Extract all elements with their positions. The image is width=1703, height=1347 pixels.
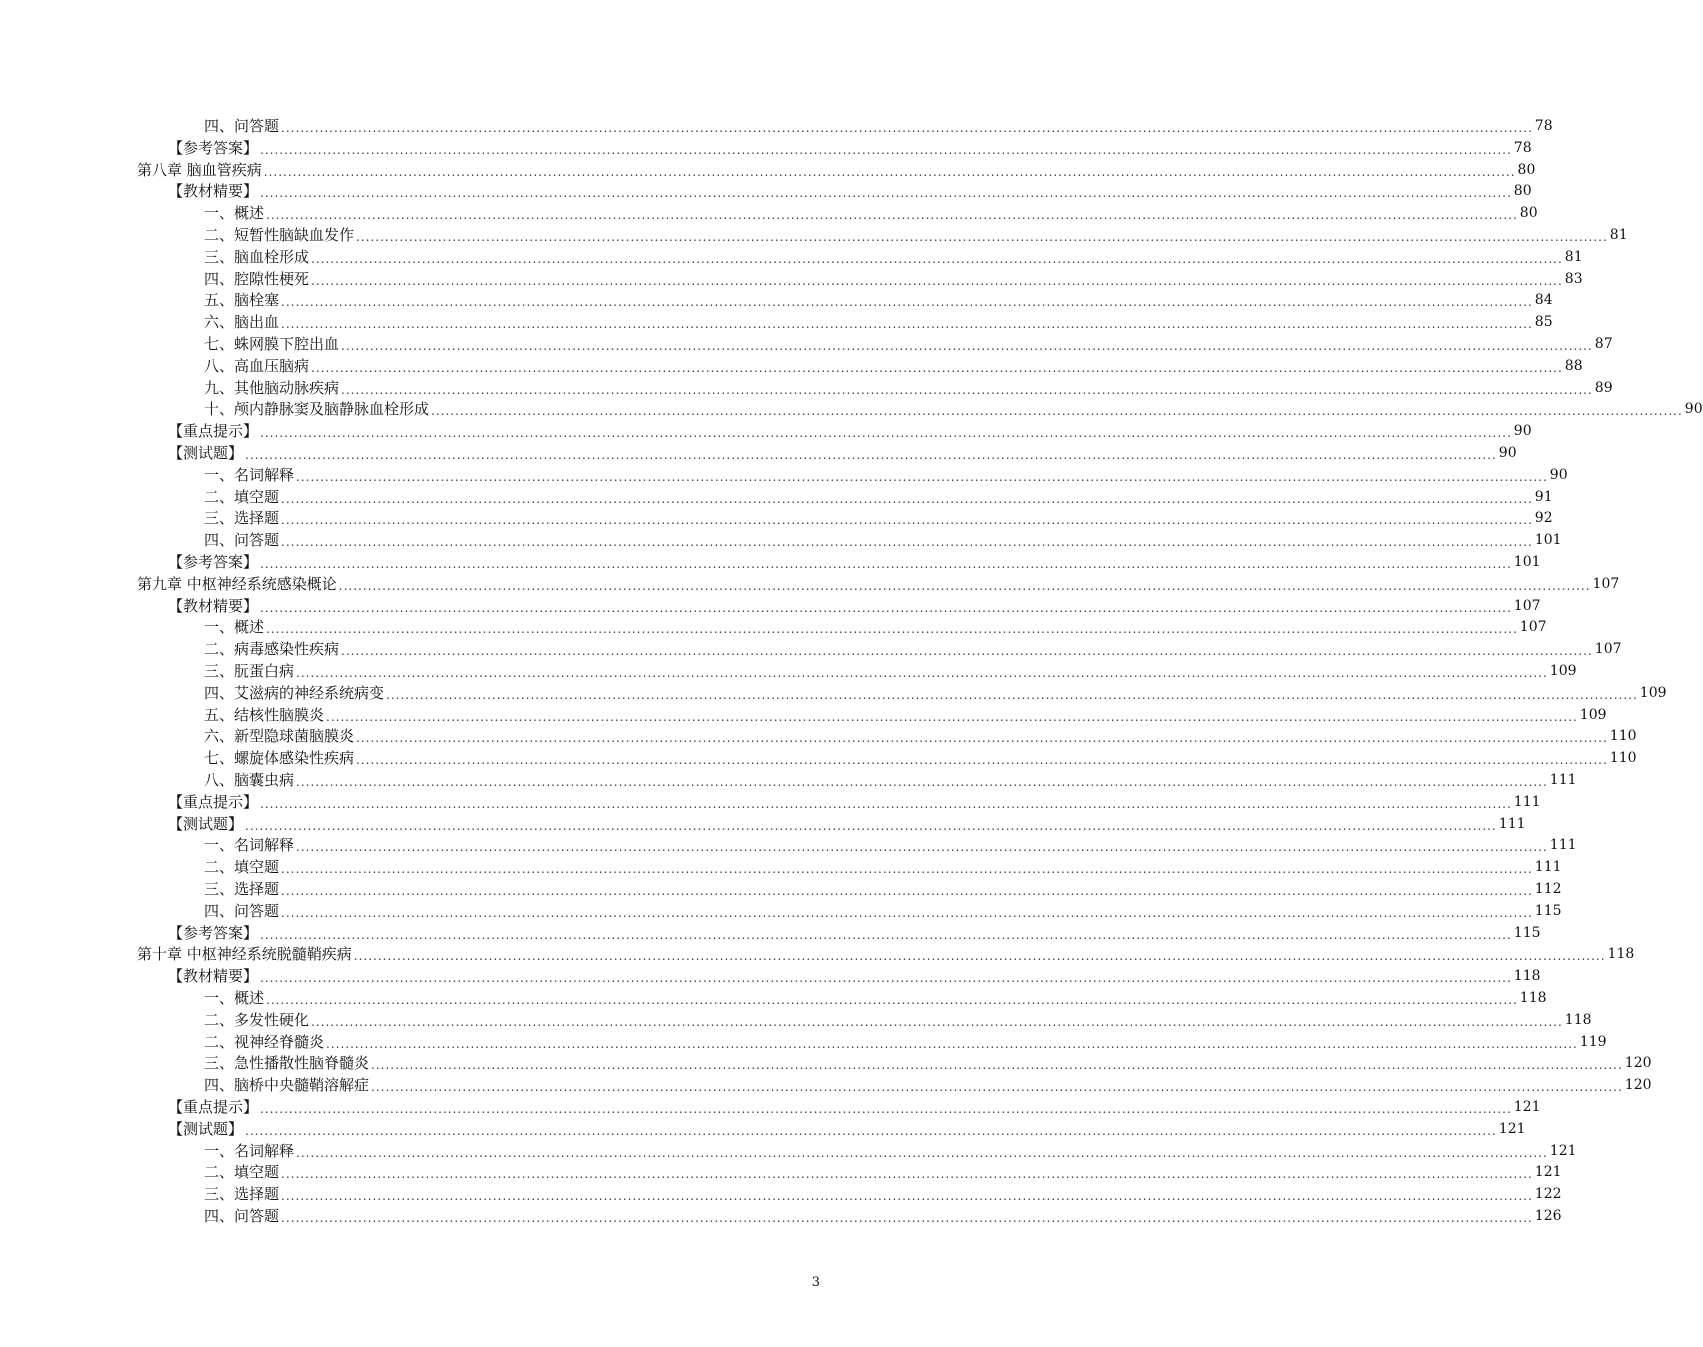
toc-entry-page: 118 [1519, 990, 1547, 1006]
toc-entry-page: 91 [1534, 488, 1553, 505]
toc-entry[interactable] [0, 703, 1607, 725]
toc-entry-page: 90 [1549, 466, 1568, 483]
toc-entry-title: 【教材精要】 [168, 596, 259, 615]
toc-entry-title: 七、螺旋体感染性疾病 [204, 749, 355, 768]
dot-leader: .................................................................................................................................................................................................................................................................... [245, 818, 1497, 833]
toc-entry-title: 二、多发性硬化 [204, 1010, 310, 1029]
dot-leader: .................................................................................................................................................................................................................................................................... [296, 775, 1548, 789]
toc-entry-page: 112 [1534, 881, 1562, 897]
toc-entry[interactable] [0, 942, 1635, 964]
toc-entry[interactable] [0, 463, 1568, 485]
toc-entry-page: 121 [1513, 1099, 1541, 1115]
toc-entry-title: 四、脑桥中央髓鞘溶解症 [204, 1076, 370, 1095]
dot-leader: .................................................................................................................................................................................................................................................................... [326, 709, 1578, 724]
dot-leader: .................................................................................................................................................................................................................................................................... [266, 208, 1518, 223]
toc-entry-page: 101 [1513, 554, 1541, 570]
toc-entry-page: 118 [1513, 968, 1541, 985]
toc-entry[interactable] [0, 1204, 1562, 1226]
dot-leader: .................................................................................................................................................................................................................................................................... [281, 317, 1533, 332]
toc-entry-title: 【重点提示】 [168, 792, 259, 811]
toc-entry[interactable] [0, 768, 1577, 790]
toc-entry-title: 二、填空题 [204, 487, 280, 506]
toc-entry-page: 120 [1624, 1055, 1652, 1072]
toc-entry-page: 88 [1564, 357, 1583, 374]
toc-entry[interactable] [0, 288, 1553, 310]
toc-entry[interactable] [0, 201, 1538, 223]
toc-entry-page: 78 [1534, 118, 1553, 134]
toc-entry-title: 三、选择题 [204, 880, 280, 898]
toc-entry[interactable] [0, 572, 1620, 594]
toc-entry[interactable] [0, 594, 1541, 616]
toc-entry-page: 90 [1513, 423, 1532, 440]
toc-entry[interactable] [0, 681, 1667, 703]
toc-entry-page: 111 [1498, 815, 1526, 832]
toc-entry-page: 126 [1534, 1208, 1562, 1224]
toc-entry[interactable] [0, 1182, 1562, 1204]
dot-leader: .................................................................................................................................................................................................................................................................... [296, 1145, 1548, 1160]
toc-entry[interactable] [0, 114, 1553, 136]
toc-entry-page: 78 [1513, 139, 1532, 156]
toc-entry-page: 80 [1517, 161, 1536, 178]
toc-entry[interactable] [0, 812, 1526, 834]
toc-entry-page: 110 [1609, 728, 1637, 745]
toc-entry-page: 84 [1534, 292, 1553, 309]
toc-entry-page: 92 [1534, 510, 1553, 527]
dot-leader: .................................................................................................................................................................................................................................................................... [260, 971, 1512, 986]
toc-entry-page: 107 [1594, 641, 1622, 658]
toc-entry[interactable] [0, 550, 1541, 572]
dot-leader: .................................................................................................................................................................................................................................................................... [281, 884, 1533, 898]
dot-leader: .................................................................................................................................................................................................................................................................... [263, 164, 1516, 179]
toc-entry-page: 109 [1549, 663, 1577, 679]
toc-entry-page: 101 [1534, 532, 1562, 549]
toc-entry[interactable] [0, 746, 1637, 768]
toc-entry-title: 第九章 中枢神经系统感染概论 [137, 574, 337, 593]
toc-entry-title: 六、新型隐球菌脑膜炎 [204, 727, 355, 746]
toc-entry[interactable] [0, 179, 1532, 201]
toc-entry-title: 【参考答案】 [168, 138, 259, 157]
dot-leader: .................................................................................................................................................................................................................................................................... [260, 927, 1512, 942]
dot-leader: .................................................................................................................................................................................................................................................................... [326, 1036, 1578, 1051]
toc-entry-title: 三、选择题 [204, 509, 280, 528]
toc-entry[interactable] [0, 1139, 1577, 1161]
dot-leader: .................................................................................................................................................................................................................................................................... [260, 557, 1512, 571]
toc-entry-title: 三、急性播散性脑脊髓炎 [204, 1054, 370, 1073]
dot-leader: .................................................................................................................................................................................................................................................................... [260, 600, 1512, 615]
toc-entry-page: 80 [1519, 205, 1538, 222]
toc-entry[interactable] [0, 964, 1541, 986]
toc-entry-title: 七、蛛网膜下腔出血 [204, 335, 340, 353]
toc-entry-page: 121 [1534, 1164, 1562, 1181]
dot-leader: .................................................................................................................................................................................................................................................................... [341, 382, 1593, 397]
toc-entry-title: 【重点提示】 [168, 422, 259, 441]
toc-entry[interactable] [0, 310, 1553, 332]
toc-entry[interactable] [0, 1117, 1526, 1139]
dot-leader: .................................................................................................................................................................................................................................................................... [386, 687, 1638, 702]
toc-entry-title: 【测试题】 [168, 814, 244, 833]
dot-leader: .................................................................................................................................................................................................................................................................... [260, 142, 1512, 157]
dot-leader: .................................................................................................................................................................................................................................................................... [281, 1167, 1533, 1182]
toc-entry-title: 【参考答案】 [168, 923, 259, 942]
toc-entry[interactable] [0, 419, 1532, 441]
toc-entry[interactable] [0, 899, 1562, 921]
toc-entry-title: 【教材精要】 [168, 967, 259, 986]
toc-entry-title: 二、病毒感染性疾病 [204, 640, 340, 659]
toc-entry-title: 四、问答题 [204, 531, 280, 550]
toc-entry[interactable] [0, 332, 1613, 354]
toc-entry-title: 四、问答题 [204, 117, 280, 135]
dot-leader: .................................................................................................................................................................................................................................................................... [266, 993, 1518, 1007]
toc-entry-title: 第十章 中枢神经系统脱髓鞘疾病 [137, 945, 352, 964]
toc-entry[interactable] [0, 1073, 1652, 1095]
dot-leader: .................................................................................................................................................................................................................................................................... [281, 1211, 1533, 1225]
toc-entry-page: 107 [1592, 575, 1620, 592]
toc-entry-title: 五、脑栓塞 [204, 291, 280, 310]
dot-leader: .................................................................................................................................................................................................................................................................... [281, 513, 1533, 528]
toc-entry-page: 89 [1594, 379, 1613, 396]
dot-leader: .................................................................................................................................................................................................................................................................... [266, 622, 1518, 637]
toc-entry-title: 【测试题】 [168, 444, 244, 462]
toc-entry-page: 107 [1519, 619, 1547, 636]
toc-entry[interactable] [0, 637, 1622, 659]
toc-entry-page: 119 [1579, 1033, 1607, 1050]
toc-entry[interactable] [0, 1160, 1562, 1182]
toc-entry-title: 一、名词解释 [204, 465, 295, 484]
dot-leader: .................................................................................................................................................................................................................................................................... [338, 578, 1591, 593]
dot-leader: .................................................................................................................................................................................................................................................................... [311, 273, 1563, 288]
dot-leader: .................................................................................................................................................................................................................................................................... [281, 491, 1533, 506]
toc-entry-title: 四、艾滋病的神经系统病变 [204, 683, 385, 702]
toc-entry-title: 八、脑囊虫病 [204, 771, 295, 789]
toc-entry-page: 111 [1513, 793, 1541, 810]
toc-entry-page: 87 [1594, 336, 1613, 352]
toc-entry[interactable] [0, 1008, 1592, 1030]
toc-entry-title: 六、脑出血 [204, 313, 280, 332]
toc-entry-page: 109 [1639, 684, 1667, 701]
toc-entry-page: 111 [1534, 859, 1562, 876]
toc-entry-title: 三、朊蛋白病 [204, 662, 295, 680]
toc-entry[interactable] [0, 267, 1583, 289]
toc-entry-title: 【教材精要】 [168, 182, 259, 201]
toc-entry[interactable] [0, 986, 1547, 1008]
toc-entry-page: 120 [1624, 1077, 1652, 1094]
toc-entry[interactable] [0, 615, 1547, 637]
toc-entry-page: 115 [1534, 902, 1562, 919]
toc-entry-title: 四、腔隙性梗死 [204, 269, 310, 288]
toc-entry-title: 一、名词解释 [204, 836, 295, 855]
toc-entry-title: 【参考答案】 [168, 553, 259, 571]
toc-entry-title: 二、视神经脊髓炎 [204, 1032, 325, 1051]
toc-entry-title: 四、问答题 [204, 1207, 280, 1225]
dot-leader: .................................................................................................................................................................................................................................................................... [353, 949, 1606, 964]
dot-leader: .................................................................................................................................................................................................................................................................... [281, 1189, 1533, 1204]
toc-entry-page: 81 [1564, 248, 1583, 265]
dot-leader: .................................................................................................................................................................................................................................................................... [260, 1102, 1512, 1116]
dot-leader: .................................................................................................................................................................................................................................................................... [341, 339, 1593, 353]
dot-leader: .................................................................................................................................................................................................................................................................... [281, 121, 1533, 135]
toc-entry-title: 【测试题】 [168, 1119, 244, 1138]
toc-entry-page: 118 [1564, 1011, 1592, 1028]
page-number: 3 [811, 1275, 820, 1290]
toc-entry-page: 90 [1498, 445, 1517, 461]
toc-entry[interactable] [0, 528, 1562, 550]
toc-entry[interactable] [0, 223, 1628, 245]
dot-leader: .................................................................................................................................................................................................................................................................... [311, 1014, 1563, 1029]
toc-entry[interactable] [0, 877, 1562, 899]
dot-leader: .................................................................................................................................................................................................................................................................... [245, 1123, 1497, 1138]
toc-entry-page: 81 [1609, 227, 1628, 243]
toc-entry-title: 一、概述 [204, 618, 265, 637]
toc-entry[interactable] [0, 506, 1553, 528]
dot-leader: .................................................................................................................................................................................................................................................................... [341, 644, 1593, 659]
dot-leader: .................................................................................................................................................................................................................................................................... [260, 186, 1512, 201]
dot-leader: .................................................................................................................................................................................................................................................................... [281, 862, 1533, 877]
dot-leader: .................................................................................................................................................................................................................................................................... [296, 469, 1548, 484]
dot-leader: .................................................................................................................................................................................................................................................................... [431, 404, 1683, 419]
toc-entry-page: 85 [1534, 314, 1553, 331]
toc-entry[interactable] [0, 1030, 1607, 1052]
dot-leader: .................................................................................................................................................................................................................................................................... [356, 230, 1608, 244]
toc-entry-page: 111 [1549, 772, 1577, 788]
toc-entry-title: 二、短暂性脑缺血发作 [204, 226, 355, 244]
toc-entry-title: 三、选择题 [204, 1185, 280, 1204]
toc-entry-title: 九、其他脑动脉疾病 [204, 378, 340, 397]
dot-leader: .................................................................................................................................................................................................................................................................... [356, 753, 1608, 768]
toc-entry-page: 121 [1498, 1120, 1526, 1137]
dot-leader: .................................................................................................................................................................................................................................................................... [245, 448, 1497, 462]
toc-entry[interactable] [0, 724, 1637, 746]
toc-entry[interactable] [0, 441, 1517, 463]
dot-leader: .................................................................................................................................................................................................................................................................... [296, 840, 1548, 855]
toc-entry[interactable] [0, 245, 1583, 267]
toc-entry[interactable] [0, 790, 1541, 812]
dot-leader: .................................................................................................................................................................................................................................................................... [260, 426, 1512, 441]
toc-entry-title: 二、填空题 [204, 1163, 280, 1182]
toc-entry-page: 109 [1579, 706, 1607, 723]
toc-entry[interactable] [0, 485, 1553, 507]
toc-entry-page: 111 [1549, 837, 1577, 854]
toc-entry-title: 五、结核性脑膜炎 [204, 705, 325, 724]
toc-entry[interactable] [0, 354, 1583, 376]
dot-leader: .................................................................................................................................................................................................................................................................... [281, 905, 1533, 920]
toc-entry-title: 十、颅内静脉窦及脑静脉血栓形成 [204, 400, 430, 419]
toc-entry-title: 【重点提示】 [168, 1098, 259, 1116]
toc-entry-title: 四、问答题 [204, 901, 280, 920]
toc-entry-title: 一、概述 [204, 989, 265, 1007]
toc-entry[interactable] [0, 1095, 1541, 1117]
toc-entry-title: 三、脑血栓形成 [204, 247, 310, 266]
toc-entry-page: 115 [1513, 924, 1541, 941]
toc-entry-title: 一、名词解释 [204, 1141, 295, 1160]
toc-entry[interactable] [0, 921, 1541, 943]
dot-leader: .................................................................................................................................................................................................................................................................... [281, 295, 1533, 310]
dot-leader: .................................................................................................................................................................................................................................................................... [311, 251, 1563, 266]
toc-entry[interactable] [0, 136, 1532, 158]
toc-entry[interactable] [0, 376, 1613, 398]
toc-entry-page: 107 [1513, 597, 1541, 614]
dot-leader: .................................................................................................................................................................................................................................................................... [371, 1058, 1623, 1073]
dot-leader: .................................................................................................................................................................................................................................................................... [311, 360, 1563, 375]
toc-entry-page: 118 [1607, 946, 1635, 963]
toc-entry[interactable] [0, 855, 1562, 877]
dot-leader: .................................................................................................................................................................................................................................................................... [356, 731, 1608, 746]
toc-entry-title: 一、概述 [204, 204, 265, 223]
toc-entry-page: 80 [1513, 183, 1532, 200]
toc-entry-page: 122 [1534, 1186, 1562, 1203]
toc-entry-title: 二、填空题 [204, 858, 280, 877]
toc-entry[interactable] [0, 659, 1577, 681]
dot-leader: .................................................................................................................................................................................................................................................................... [260, 796, 1512, 811]
dot-leader: .................................................................................................................................................................................................................................................................... [371, 1080, 1623, 1095]
toc-entry-title: 第八章 脑血管疾病 [137, 160, 262, 179]
toc-entry-page: 110 [1609, 750, 1637, 767]
toc-entry[interactable] [0, 158, 1536, 180]
toc-entry-page: 90 [1684, 401, 1703, 418]
dot-leader: .................................................................................................................................................................................................................................................................... [281, 535, 1533, 550]
toc-entry-page: 121 [1549, 1142, 1577, 1159]
toc-entry-title: 八、高血压脑病 [204, 356, 310, 375]
toc-entry-page: 83 [1564, 270, 1583, 287]
toc-entry[interactable] [0, 1051, 1652, 1073]
dot-leader: .................................................................................................................................................................................................................................................................... [296, 666, 1548, 680]
toc-entry[interactable] [0, 397, 1703, 419]
toc-entry[interactable] [0, 833, 1577, 855]
